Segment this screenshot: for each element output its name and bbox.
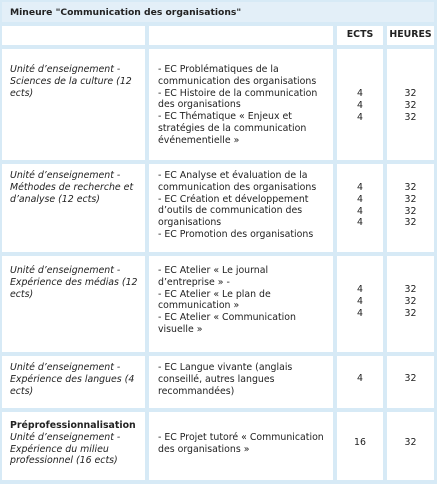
ec-text: organisations — [158, 217, 222, 229]
ec-text: d’entreprise » - — [158, 276, 230, 288]
ects-cell-preprofessionnalisation — [337, 412, 383, 480]
ec-cell-experience-medias — [149, 256, 333, 352]
ec-text: - EC Création et développement — [158, 193, 309, 205]
unit-text: Unité d’enseignement - — [10, 170, 121, 181]
ec-text: - EC Problématiques de la — [158, 64, 279, 75]
unit-text: ects) — [10, 87, 34, 99]
ects-value: 4 — [357, 99, 363, 111]
ects-value: 4 — [357, 373, 363, 384]
ec-text: - EC Thématique « Enjeux et — [158, 111, 292, 123]
ects-value: 4 — [357, 295, 363, 307]
unit-text: Expérience des médias (12 — [10, 276, 138, 288]
ec-text: événementielle » — [158, 134, 240, 146]
heures-value: 32 — [404, 295, 417, 307]
ects-value: 4 — [357, 182, 363, 193]
unit-text: ects) — [10, 385, 34, 397]
ec-text: - EC Langue vivante (anglais — [158, 362, 293, 373]
unit-text: Unité d’enseignement - — [10, 362, 121, 373]
unit-text: professionnel (16 ects) — [10, 455, 118, 467]
heures-value: 32 — [404, 111, 417, 123]
ec-text: - EC Histoire de la communication — [158, 87, 318, 99]
unit-text: Unité d’enseignement - — [10, 265, 121, 276]
heures-value: 32 — [404, 373, 417, 384]
ects-value: 4 — [357, 193, 363, 205]
ec-cell-experience-langues — [149, 356, 333, 408]
header-blank-ec — [149, 26, 333, 45]
ects-value: 4 — [357, 217, 363, 229]
heures-value: 32 — [404, 437, 417, 448]
heures-value: 32 — [404, 284, 417, 295]
heures-value: 32 — [404, 205, 417, 217]
ec-text: stratégies de la communication — [158, 122, 307, 134]
ects-cell-experience-medias — [337, 256, 383, 352]
ec-text: - EC Atelier « Communication — [158, 312, 296, 324]
ec-text: - EC Projet tutoré « Communication — [158, 432, 324, 443]
ec-cell-sciences-culture — [149, 49, 333, 160]
unit-cell-sciences-culture — [2, 49, 145, 160]
ects-value: 4 — [357, 205, 363, 217]
heures-value: 32 — [404, 307, 417, 319]
unit-cell-experience-medias — [2, 256, 145, 352]
ects-value: 16 — [354, 437, 366, 448]
unit-text: Expérience du milieu — [10, 443, 109, 455]
heures-value: 32 — [404, 217, 417, 229]
ects-value: 4 — [357, 284, 363, 295]
header-heures: HEURES — [387, 26, 434, 45]
unit-text: ects) — [10, 288, 34, 300]
ects-value: 4 — [357, 111, 363, 123]
ec-text: communication » — [158, 300, 240, 312]
unit-text: Expérience des langues (4 — [10, 373, 135, 385]
ec-text: - EC Atelier « Le journal — [158, 265, 269, 276]
ects-cell-experience-langues — [337, 356, 383, 408]
heures-cell-sciences-culture — [387, 49, 434, 160]
heures-value: 32 — [404, 182, 417, 193]
ec-text: recommandées) — [158, 385, 235, 397]
heures-value: 32 — [404, 88, 417, 99]
ects-value: 4 — [357, 307, 363, 319]
heures-cell-experience-langues — [387, 356, 434, 408]
unit-cell-preprofessionnalisation — [2, 412, 145, 480]
unit-text: d’analyse (12 ects) — [10, 193, 100, 205]
ects-cell-methodes-recherche — [337, 164, 383, 252]
unit-text: Sciences de la culture (12 — [10, 75, 132, 87]
header-blank-unit — [2, 26, 145, 45]
unit-text: Unité d’enseignement - — [10, 64, 121, 75]
unit-text: Unité d’enseignement - — [10, 431, 121, 443]
ec-text: conseillé, autres langues — [158, 373, 275, 385]
ects-cell-sciences-culture — [337, 49, 383, 160]
section-heading: Préprofessionnalisation — [10, 420, 136, 431]
ec-cell-preprofessionnalisation — [149, 412, 333, 480]
ec-text: des organisations » — [158, 443, 250, 455]
heures-cell-preprofessionnalisation — [387, 412, 434, 480]
header-ects: ECTS — [337, 26, 383, 45]
heures-value: 32 — [404, 193, 417, 205]
ec-text: visuelle » — [158, 323, 203, 335]
unit-cell-methodes-recherche — [2, 164, 145, 252]
table-title: Mineure "Communication des organisations" — [2, 2, 434, 22]
unit-text: Méthodes de recherche et — [10, 181, 134, 193]
ec-cell-methodes-recherche — [149, 164, 333, 252]
heures-value: 32 — [404, 99, 417, 111]
ec-text: - EC Promotion des organisations — [158, 228, 314, 240]
heures-cell-methodes-recherche — [387, 164, 434, 252]
ec-text: des organisations — [158, 99, 241, 111]
ec-text: communication des organisations — [158, 181, 317, 193]
ec-text: - EC Analyse et évaluation de la — [158, 170, 308, 181]
ec-text: communication des organisations — [158, 75, 317, 87]
ec-text: d’outils de communication des — [158, 205, 303, 217]
unit-cell-experience-langues — [2, 356, 145, 408]
ects-value: 4 — [357, 88, 363, 99]
heures-cell-experience-medias — [387, 256, 434, 352]
ec-text: - EC Atelier « Le plan de — [158, 288, 271, 300]
